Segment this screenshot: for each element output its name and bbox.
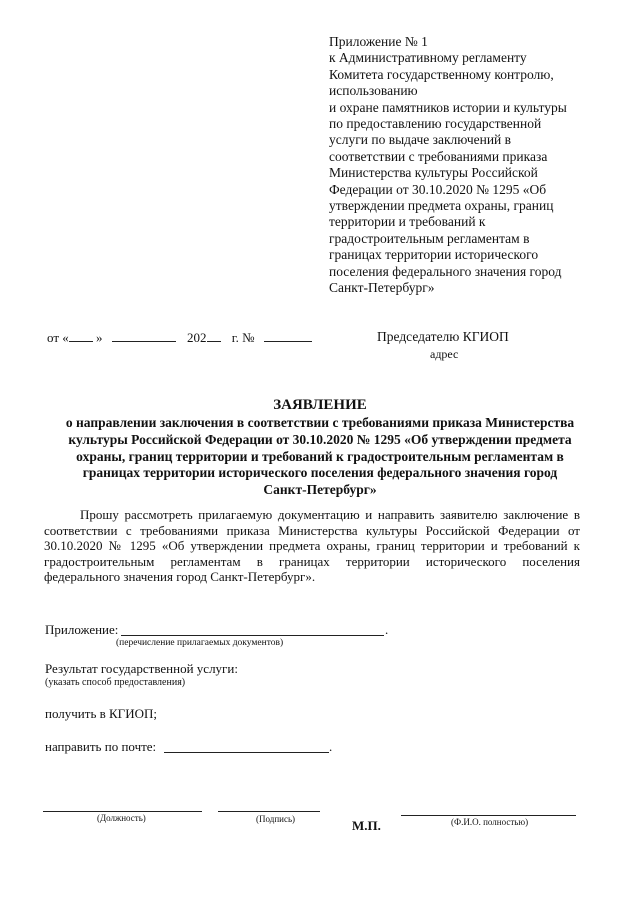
request-paragraph [44,507,580,585]
body-line: 30.10.2020 № 1295 «Об утверждении предмета охраны, границ территории и требований к [44,538,580,554]
month-field[interactable] [112,329,176,342]
result-label: Результат государственной услуги: [45,661,238,676]
body-line: градостроительным регламентам в границах территории исторического поселения [44,553,580,569]
appendix-line: Федерации от 30.10.2020 № 1295 «Об [329,181,547,197]
attachment-field[interactable] [121,635,384,636]
subtitle-line: культуры Российской Федерации от 30.10.2020 № 1295 «Об утверждении предмета [68,431,572,447]
body-line: соответствии с требованиями приказа Министерства культуры Российской Федерации от [44,522,580,538]
stamp-place: М.П. [352,818,381,833]
year-field[interactable] [207,329,221,342]
number-field[interactable] [264,329,312,342]
option-get-kgiop[interactable]: получить в КГИОП; [45,706,157,721]
appendix-line: по предоставлению государственной [329,116,542,132]
appendix-line: к Административному регламенту [329,50,527,66]
attachment-label: Приложение: [45,622,119,637]
appendix-line: Санкт-Петербург» [329,280,435,296]
subtitle-line: охраны, границ территории и требований к градостроительным регламентам в [76,448,564,464]
number-label: г. № [231,330,255,345]
recipient-title: Председателю КГИОП [377,329,509,344]
attachment-note: (перечисление прилагаемых документов) [116,638,284,648]
fio-note: (Ф.И.О. полностью) [451,817,529,827]
result-note: (указать способ предоставления) [45,677,186,688]
date-quote-close: » [96,330,103,345]
day-field[interactable] [69,329,93,342]
date-from-label: от « [47,330,69,345]
appendix-line: использованию [329,83,418,99]
subtitle-line: о направлении заключения в соответствии с требованиями приказа Министерства [65,415,575,430]
position-field[interactable] [43,811,202,812]
appendix-line: и охране памятников истории и культуры [329,99,567,115]
body-line: Прошу рассмотреть прилагаемую документацию и направить заявителю заключение в [80,507,580,522]
appendix-line: Комитета государственному контролю, [329,66,554,82]
appendix-header [329,34,604,297]
appendix-line: соответствии с требованиями приказа [329,148,548,164]
appendix-line: Приложение № 1 [329,34,428,49]
appendix-line: утверждении предмета охраны, границ [329,198,554,214]
position-note: (Должность) [97,813,146,823]
fio-field[interactable] [401,815,576,816]
document-title: ЗАЯВЛЕНИЕ [273,397,367,413]
mail-label: направить по почте: [45,739,157,754]
subtitle-line: границах территории исторического поселения федерального значения город [82,465,558,481]
mail-dot: . [329,739,333,754]
body-line: федерального значения город Санкт-Петербург». [44,569,316,585]
attachment-dot: . [385,622,389,637]
recipient-address: адрес [430,347,459,361]
signature-field[interactable] [218,811,320,812]
date-line [47,329,312,346]
appendix-line: поселения федерального значения город [329,263,562,279]
appendix-line: Министерства культуры Российской [329,165,538,181]
appendix-line: услуги по выдаче заключений в [329,132,512,148]
subtitle-line: Санкт-Петербург» [263,482,377,498]
year-prefix: 202 [187,330,207,345]
signature-note: (Подпись) [256,814,296,824]
document-subtitle [40,415,600,499]
appendix-line: границах территории исторического [329,247,539,263]
mail-address-field[interactable] [164,752,329,753]
appendix-line: территории и требований к [329,214,486,230]
appendix-line: градостроительным регламентам в [329,230,530,246]
